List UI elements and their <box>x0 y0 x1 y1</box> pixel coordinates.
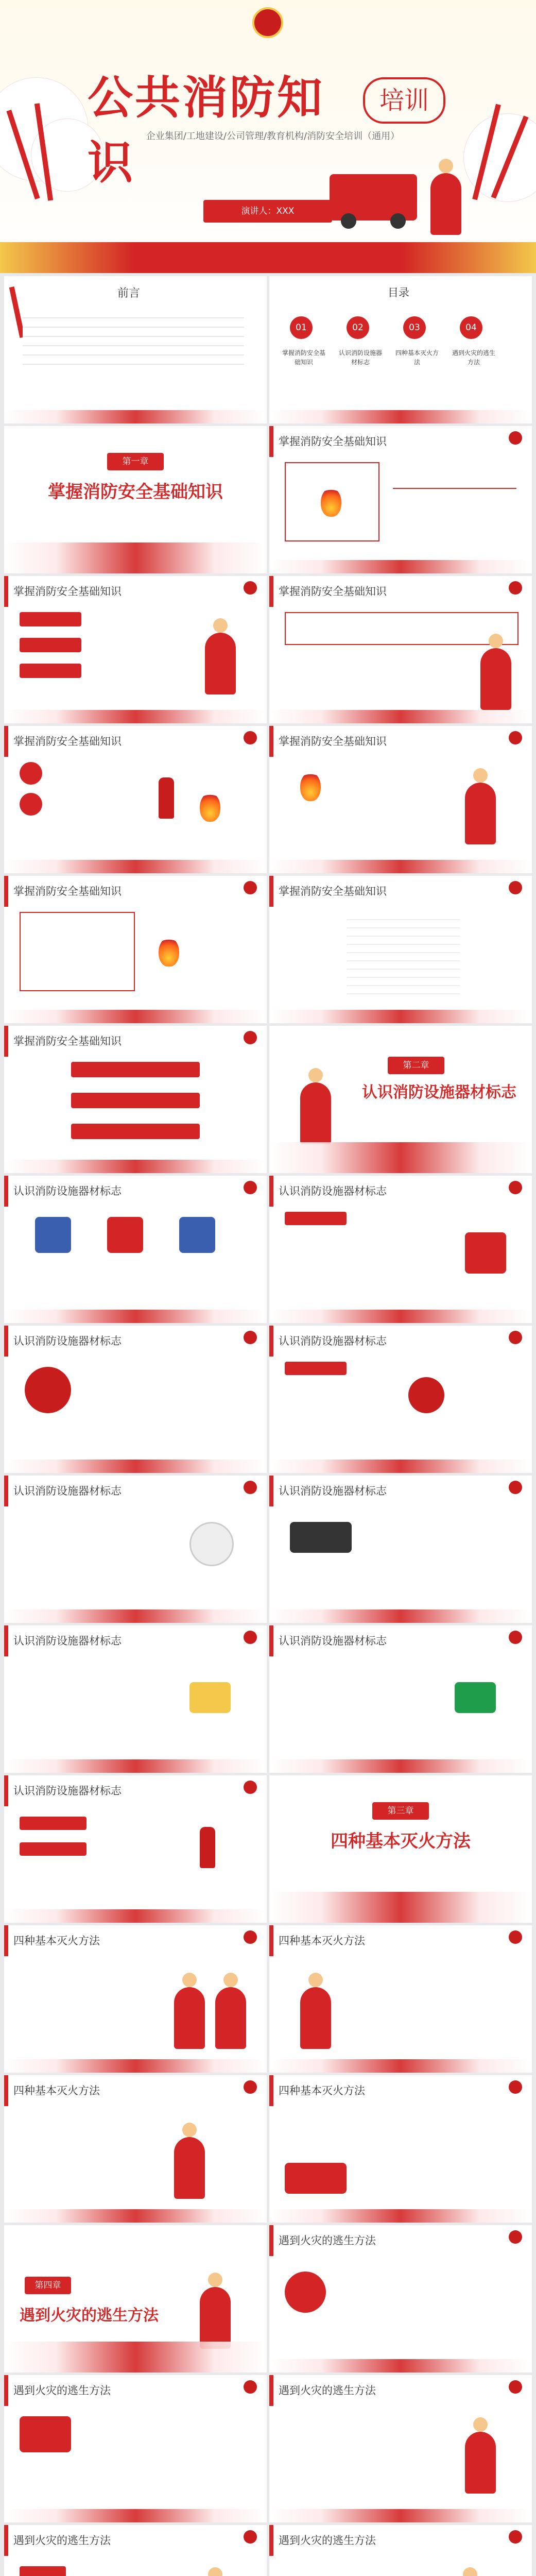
slide-heading: 四种基本灭火方法 <box>279 1935 365 1947</box>
corner-accent <box>269 1625 273 1656</box>
content-slide <box>269 1326 532 1473</box>
logo-icon <box>244 581 257 595</box>
corner-accent <box>269 2525 273 2556</box>
corner-accent <box>4 1176 8 1207</box>
label-chip <box>71 1062 200 1077</box>
toc-label: 四种基本灭火方法 <box>395 349 439 366</box>
content-slide <box>269 2225 532 2372</box>
slide-footer <box>4 710 267 723</box>
corner-accent <box>4 1625 8 1656</box>
content-slide <box>269 1925 532 2073</box>
content-slide <box>269 1625 532 1773</box>
content-slide <box>269 2375 532 2522</box>
label-chip <box>20 1817 87 1830</box>
label-chip <box>20 638 81 652</box>
label-chip <box>285 1362 347 1375</box>
toc-number: 04 <box>460 316 482 339</box>
logo-icon <box>509 2530 522 2544</box>
content-slide <box>4 726 267 873</box>
slide-footer <box>4 1010 267 1023</box>
slide-heading: 遇到火灾的逃生方法 <box>13 2384 111 2397</box>
slide-footer <box>269 1310 532 1323</box>
info-card-icon <box>20 2416 71 2452</box>
corner-accent <box>4 726 8 757</box>
slide-footer <box>269 710 532 723</box>
corner-accent <box>4 876 8 907</box>
cover-subtitle: 企业集团/工地建设/公司管理/教育机构/消防安全培训（通用） <box>146 131 400 142</box>
logo-icon <box>244 2080 257 2094</box>
corner-accent <box>269 576 273 607</box>
cover-slide <box>0 0 536 273</box>
slide-heading: 认识消防设施器材标志 <box>13 1485 122 1497</box>
logo-icon <box>244 1031 257 1044</box>
logo-icon <box>509 581 522 595</box>
corner-accent <box>269 2375 273 2406</box>
logo-icon <box>509 2080 522 2094</box>
corner-accent <box>4 576 8 607</box>
corner-accent <box>269 1326 273 1357</box>
sign-icon <box>35 1217 71 1253</box>
slide-heading: 掌握消防安全基础知识 <box>279 585 387 598</box>
slide-heading: 掌握消防安全基础知识 <box>13 1035 122 1047</box>
slide-footer <box>269 860 532 873</box>
corner-accent <box>269 426 273 457</box>
slide-footer <box>269 2209 532 2223</box>
firefighter-icon <box>300 1987 331 2049</box>
fire-icon <box>321 488 341 517</box>
content-slide <box>269 876 532 1023</box>
slide-footer <box>269 1142 532 1173</box>
chapter1-slide <box>4 426 267 573</box>
extinguisher-icon <box>159 777 174 819</box>
corner-accent <box>269 2225 273 2256</box>
corner-accent <box>269 1176 273 1207</box>
slide-footer <box>4 2509 267 2522</box>
slide-grid <box>4 276 532 2576</box>
content-slide <box>4 2075 267 2223</box>
slide-footer <box>4 2342 267 2372</box>
content-slide <box>269 2075 532 2223</box>
logo-icon <box>244 1481 257 1494</box>
slide-footer <box>269 1010 532 1023</box>
fire-icon <box>200 793 220 822</box>
cover-title: 公共消防知识 <box>88 71 325 189</box>
slide-heading: 掌握消防安全基础知识 <box>13 735 122 748</box>
content-slide <box>269 2525 532 2576</box>
slide-heading: 认识消防设施器材标志 <box>13 1185 122 1197</box>
firefighter-icon <box>300 1082 331 1144</box>
flashlight-icon <box>290 1522 352 1553</box>
extinguisher-icon <box>200 1827 215 1868</box>
firefighter-icon <box>480 648 511 710</box>
firefighter-icon <box>430 173 461 235</box>
cover-bottom-bar <box>0 242 536 273</box>
slide-footer <box>4 1310 267 1323</box>
slide-footer <box>269 410 532 423</box>
content-slide <box>269 426 532 573</box>
slide-footer <box>4 543 267 573</box>
logo-icon <box>509 2230 522 2244</box>
slide-footer <box>269 2509 532 2522</box>
slide-heading: 掌握消防安全基础知识 <box>279 735 387 748</box>
presenter-tag: 演讲人：XXX <box>203 200 332 223</box>
slide-heading: 四种基本灭火方法 <box>13 2084 100 2097</box>
corner-accent <box>269 2075 273 2106</box>
firefighter-icon <box>200 2287 231 2349</box>
corner-accent <box>4 2075 8 2106</box>
logo-icon <box>509 2380 522 2394</box>
content-slide <box>4 1026 267 1173</box>
corner-accent <box>4 2375 8 2406</box>
sign-icon <box>179 1217 215 1253</box>
slide-footer <box>4 2209 267 2223</box>
firefighter-icon <box>465 2432 496 2494</box>
fire-truck-icon <box>330 174 417 221</box>
slide-heading: 认识消防设施器材标志 <box>279 1185 387 1197</box>
corner-accent <box>4 2525 8 2556</box>
slide-footer <box>4 1759 267 1773</box>
logo-icon <box>244 1930 257 1944</box>
corner-accent <box>4 1326 8 1357</box>
slide-heading: 认识消防设施器材标志 <box>279 1635 387 1647</box>
chapter2-slide <box>269 1026 532 1173</box>
firefighter-icon <box>465 783 496 844</box>
content-slide <box>269 1476 532 1623</box>
slide-footer <box>4 860 267 873</box>
slide-heading: 认识消防设施器材标志 <box>279 1335 387 1347</box>
chapter-title: 遇到火灾的逃生方法 <box>20 2307 159 2325</box>
corner-accent <box>269 726 273 757</box>
diagram-placeholder <box>347 912 460 994</box>
logo-icon <box>509 1481 522 1494</box>
chapter-chip: 第二章 <box>388 1057 444 1074</box>
slide-footer <box>4 410 267 423</box>
logo-icon <box>244 881 257 894</box>
chapter-chip: 第四章 <box>25 2277 71 2294</box>
content-slide <box>269 576 532 723</box>
content-slide <box>4 1476 267 1623</box>
chapter-title: 认识消防设施器材标志 <box>362 1083 516 1101</box>
label-chip <box>71 1093 200 1108</box>
content-slide <box>269 726 532 873</box>
fire-sign-icon <box>465 1232 506 1274</box>
content-slide <box>4 2375 267 2522</box>
logo-icon <box>244 731 257 744</box>
divider-line <box>393 488 516 489</box>
logo-icon <box>244 2380 257 2394</box>
content-card <box>285 612 518 645</box>
preface-slide <box>4 276 267 423</box>
slide-heading: 掌握消防安全基础知识 <box>13 885 122 897</box>
corner-accent <box>4 1925 8 1956</box>
slide-footer <box>4 2059 267 2073</box>
alarm-button-icon <box>408 1377 444 1413</box>
content-slide <box>269 1176 532 1323</box>
fire-truck-icon <box>285 2163 347 2194</box>
toc-label: 认识消防设施器材标志 <box>338 349 382 366</box>
chapter-title: 四种基本灭火方法 <box>331 1831 471 1852</box>
logo-icon <box>509 1631 522 1644</box>
fire-icon <box>300 772 321 801</box>
logo-icon <box>509 1181 522 1194</box>
slide-heading: 认识消防设施器材标志 <box>13 1785 122 1797</box>
corner-accent <box>269 1476 273 1506</box>
label-chip <box>20 664 81 678</box>
logo-icon <box>244 1781 257 1794</box>
sign-icon <box>107 1217 143 1253</box>
toc-number: 01 <box>290 316 313 339</box>
label-chip <box>20 612 81 626</box>
smoke-detector-icon <box>189 1522 234 1566</box>
content-slide <box>4 1925 267 2073</box>
toc-number: 03 <box>403 316 426 339</box>
logo-icon <box>509 1930 522 1944</box>
label-chip <box>71 1124 200 1139</box>
step-number <box>20 793 42 816</box>
alarm-bell-icon <box>25 1367 71 1413</box>
chapter4-slide <box>4 2225 267 2372</box>
corner-accent <box>269 1925 273 1956</box>
fire-circle-icon <box>285 2272 326 2313</box>
logo-icon <box>509 731 522 744</box>
content-slide <box>4 876 267 1023</box>
corner-accent <box>4 1775 8 1806</box>
slide-heading: 四种基本灭火方法 <box>13 1935 100 1947</box>
slide-heading: 认识消防设施器材标志 <box>13 1335 122 1347</box>
slide-footer <box>4 1460 267 1473</box>
logo-icon <box>244 1181 257 1194</box>
cover-pill: 培训 <box>363 77 445 124</box>
corner-accent <box>269 876 273 907</box>
chapter-chip: 第三章 <box>372 1802 429 1820</box>
logo-icon <box>509 881 522 894</box>
slide-footer <box>4 1609 267 1623</box>
warning-sign-icon <box>189 1682 231 1713</box>
slide-heading: 遇到火灾的逃生方法 <box>279 2234 376 2247</box>
slide-heading: 前言 <box>117 287 141 300</box>
content-slide <box>4 576 267 723</box>
logo-icon <box>244 2530 257 2544</box>
content-slide <box>4 2525 267 2576</box>
logo-icon <box>244 1631 257 1644</box>
logo-icon <box>509 431 522 445</box>
step-number <box>20 762 42 785</box>
slide-footer <box>269 1759 532 1773</box>
content-slide <box>4 1625 267 1773</box>
slide-heading: 掌握消防安全基础知识 <box>279 885 387 897</box>
slide-footer <box>269 560 532 573</box>
slide-footer <box>269 1609 532 1623</box>
slide-footer <box>269 2359 532 2372</box>
content-slide <box>4 1775 267 1923</box>
slide-heading: 掌握消防安全基础知识 <box>13 585 122 598</box>
toc-label: 遇到火灾的逃生方法 <box>452 349 495 366</box>
exit-sign-icon <box>455 1682 496 1713</box>
toc-label: 掌握消防安全基础知识 <box>282 349 325 366</box>
content-card <box>20 912 135 991</box>
slide-heading: 四种基本灭火方法 <box>279 2084 365 2097</box>
slide-heading: 遇到火灾的逃生方法 <box>279 2384 376 2397</box>
toc-slide <box>269 276 532 423</box>
slide-heading: 认识消防设施器材标志 <box>13 1635 122 1647</box>
slide-footer <box>4 1160 267 1173</box>
firefighter-icon <box>205 633 236 694</box>
child-icon <box>174 2137 205 2199</box>
label-chip <box>285 1212 347 1225</box>
firefighter-icon <box>215 1987 246 2049</box>
content-slide <box>4 1326 267 1473</box>
chapter-title: 掌握消防安全基础知识 <box>48 482 223 502</box>
fire-icon <box>159 938 179 967</box>
corner-accent <box>4 1476 8 1506</box>
fire-badge-icon <box>252 7 283 38</box>
slide-footer <box>4 1909 267 1923</box>
slide-footer <box>269 1460 532 1473</box>
label-chip <box>20 1842 87 1856</box>
paragraph-placeholder <box>23 312 244 369</box>
corner-accent <box>4 1026 8 1057</box>
slide-heading: 认识消防设施器材标志 <box>279 1485 387 1497</box>
chapter3-slide <box>269 1775 532 1923</box>
firefighter-icon <box>174 1987 205 2049</box>
slide-heading: 遇到火灾的逃生方法 <box>279 2534 376 2547</box>
slide-footer <box>269 2059 532 2073</box>
label-chip <box>20 2566 66 2576</box>
logo-icon <box>244 1331 257 1344</box>
content-slide <box>4 1176 267 1323</box>
slide-heading: 掌握消防安全基础知识 <box>279 435 387 448</box>
slide-heading: 遇到火灾的逃生方法 <box>13 2534 111 2547</box>
slide-footer <box>269 1892 532 1923</box>
logo-icon <box>509 1331 522 1344</box>
slide-heading: 目录 <box>388 286 409 299</box>
toc-number: 02 <box>347 316 369 339</box>
chapter-chip: 第一章 <box>107 453 164 470</box>
